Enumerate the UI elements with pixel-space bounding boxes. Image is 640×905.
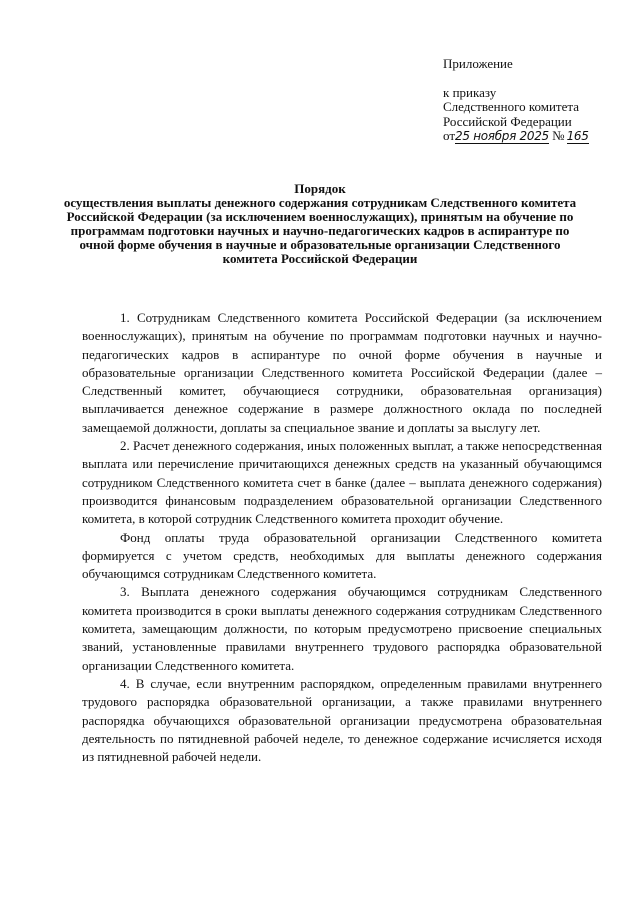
date-prefix: от [443, 128, 456, 143]
paragraph-4: 3. Выплата денежного содержания обучающимся сотрудникам Следственного комитета производится в сроки выплаты денежного содержания сотрудникам Следственного комитета, замещающим должности, по которым предусмотрено присвоение специальных званий, установленные правилами внутреннего трудового распорядка образовательной организации Следственного комитета. [82, 584, 602, 673]
handwritten-date: 25 ноября 2025 [455, 129, 549, 143]
appendix-date-number [443, 129, 613, 144]
paragraph-2: 2. Расчет денежного содержания, иных положенных выплат, а также непосредственная выплата или перечисление причитающихся денежных средств на указанный обучающимся сотрудником Следственного комитета счет в банке (далее – выплата денежного содержания) производится финансовым подразделением образовательной организации Следственного комитета, в которой сотрудник Следственного комитета проходит обучение. [82, 438, 602, 527]
appendix-block [443, 57, 613, 144]
number-prefix: № [552, 128, 565, 143]
paragraph-3: Фонд оплаты труда образовательной организации Следственного комитета формируется с учетом средств, необходимых для выплаты денежного содержания обучающимся сотрудникам Следственного комитета. [82, 529, 602, 582]
document-body [82, 309, 602, 766]
appendix-org-line-1: Следственного комитета [443, 99, 579, 114]
paragraph-5: 4. В случае, если внутренним распорядком, определенным правилами внутреннего трудового распорядка образовательной организации, а также правилами внутреннего распорядка обучающихся образовательной организации предусмотрена образовательная деятельность по пятидневной рабочей неделе, то денежное содержание исчисляется исходя из пятидневной рабочей недели. [82, 675, 602, 765]
document-title [60, 182, 580, 266]
handwritten-number: 165 [566, 129, 589, 143]
appendix-org-line-2: Российской Федерации [443, 113, 572, 129]
title-subtitle: осуществления выплаты денежного содержания сотрудникам Следственного комитета Российской Федерации (за исключением военнослужащих), принятым на обучение по программам подготовки научных и научно-педагогических кадров в аспирантуре по очной форме обучения в научные и образовательные организации Следственного комитета Российской Федерации [63, 195, 577, 266]
paragraph-1: 1. Сотрудникам Следственного комитета Российской Федерации (за исключением военнослужащих), принятым на обучение по программам подготовки научных и научно-педагогических кадров в аспирантуре по очной форме обучения в научные и образовательные организации Следственного комитета Российской Федерации (далее – Следственный комитет, обучающиеся сотрудники, образовательная организация) выплачивается денежное содержание в размере должностного оклада по последней замещаемой должности, доплаты за специальное звание и доплаты за выслугу лет. [82, 310, 602, 435]
appendix-word: Приложение [443, 56, 513, 71]
title-heading: Порядок [294, 181, 346, 196]
appendix-to-order: к приказу [443, 84, 497, 100]
